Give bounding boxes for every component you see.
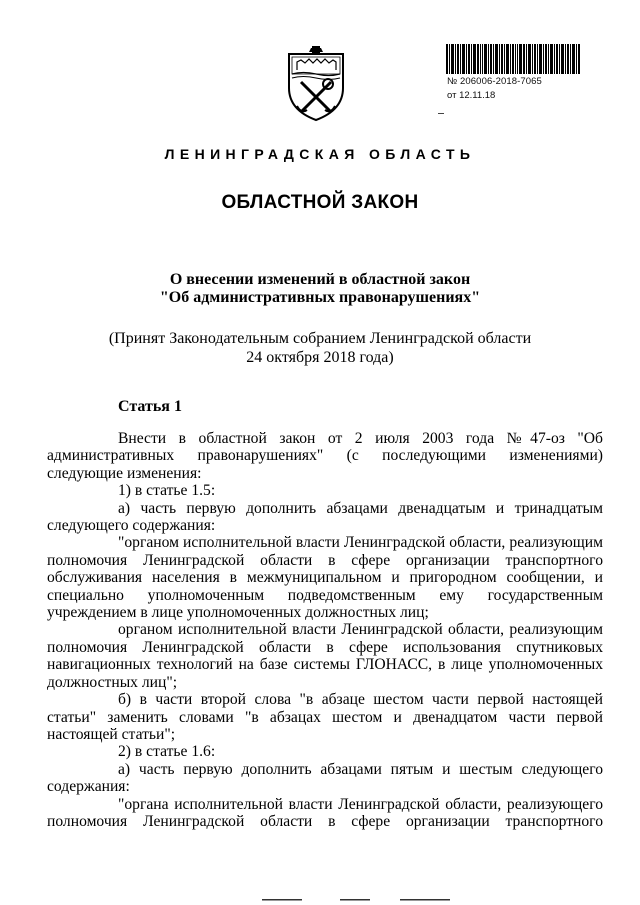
law-title-line: "Об административных правонарушениях" bbox=[159, 289, 481, 306]
coat-of-arms-icon bbox=[283, 44, 349, 122]
paragraph: а) часть первую дополнить абзацами двенадцатым и тринадцатым следующего содержания: bbox=[47, 499, 603, 535]
paragraph: Внести в областной закон от 2 июля 2003 года №47-оз "Об административных правонарушениях" (с последующими изменениями) следующие изменения: bbox=[47, 430, 603, 482]
article-heading: Статья 1 bbox=[118, 398, 182, 415]
adoption-note-line: 24 октября 2018 года) bbox=[246, 349, 394, 366]
region-heading: ЛЕНИНГРАДСКАЯ ОБЛАСТЬ bbox=[164, 146, 476, 162]
paragraph: а) часть первую дополнить абзацами пятым и шестым следующего содержания: bbox=[47, 760, 603, 796]
registration-number: № 206006-2018-7065 bbox=[447, 76, 542, 87]
paragraph: "органа исполнительной власти Ленинградской области, реализующего полномочия Ленинградской области в сфере организации транспортного bbox=[47, 795, 603, 830]
adoption-note bbox=[0, 329, 640, 367]
law-title bbox=[0, 271, 640, 307]
divider bbox=[438, 113, 444, 114]
scan-edge-marks bbox=[0, 898, 640, 902]
law-title-line: О внесении изменений в областной закон bbox=[169, 271, 471, 288]
paragraph: 1) в статье 1.5: bbox=[118, 482, 216, 500]
paragraph: 2) в статье 1.6: bbox=[118, 743, 216, 761]
barcode-icon bbox=[446, 44, 580, 74]
paragraph: "органом исполнительной власти Ленинградской области, реализующим полномочия Ленинградской области в сфере организации транспортного обслуживания населения в межмуниципальном и пригородном сообщении, и специально уполномоченным подведомственным ему государственным учреждением в лице уполномоченных должностных лиц; bbox=[47, 534, 603, 622]
paragraph: органом исполнительной власти Ленинградской области, реализующим полномочия Ленинградской области в сфере использования спутниковых навигационных технологий на базе системы ГЛОНАСС, в лице уполномоченных должностных лиц"; bbox=[47, 621, 603, 691]
law-type-heading: ОБЛАСТНОЙ ЗАКОН bbox=[221, 192, 419, 213]
paragraph: б) в части второй слова "в абзаце шестом части первой настоящей статьи" заменить словами "в абзацах шестом и двенадцатом части первой настоящей статьи"; bbox=[47, 691, 603, 743]
article-body bbox=[47, 430, 603, 830]
registration-date: от 12.11.18 bbox=[447, 90, 496, 101]
adoption-note-line: (Принят Законодательным собранием Ленинградской области bbox=[108, 330, 532, 347]
